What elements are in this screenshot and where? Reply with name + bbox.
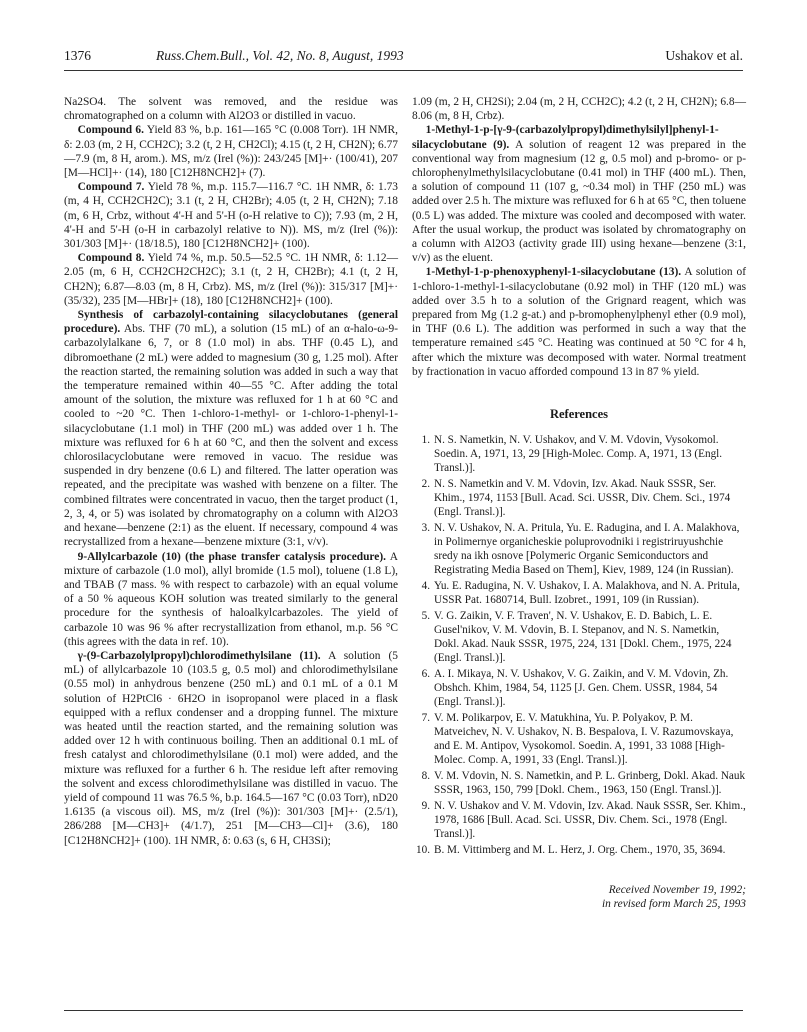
- right-column: [412, 95, 746, 911]
- revised-date: in revised form March 25, 1993: [601, 898, 746, 911]
- reference-item: 5. V. G. Zaikin, V. F. Traven', N. V. Ushakov, E. D. Babich, L. E. Gusel'nikov, V. M. Vdovin, B. I. Stepanov, and N. S. Nametkin, Dokl. Akad. Nauk SSSR, 1975, 224, 131 [Dokl. Chem., 1975, 224 (Engl. Transl.)].: [421, 610, 732, 665]
- reference-item: 2. N. S. Nametkin and V. M. Vdovin, Izv. Akad. Nauk SSSR, Ser. Khim., 1974, 1153 [Bull. Acad. Sci. USSR, Div. Chem. Sci., 1974 (Engl. Transl.)].: [421, 478, 731, 519]
- compound-13-heading: 1-Methyl-1-p-phenoxyphenyl-1-silacyclobutane (13).: [425, 266, 682, 279]
- allylcarbazole-heading: 9-Allylcarbazole (10) (the phase transfer catalysis procedure).: [77, 550, 386, 563]
- header-rule: [64, 70, 743, 71]
- footer-rule: [64, 1010, 743, 1011]
- running-header: [64, 48, 743, 68]
- allylcarbazole-paragraph: [64, 550, 398, 649]
- reference-item: 10. B. M. Vittimberg and M. L. Herz, J. Org. Chem., 1970, 35, 3694.: [416, 844, 726, 857]
- synthesis-text: Abs. THF (70 mL), a solution (15 mL) of an α-halo-ω-9-carbazolylalkane 6, 7, or 8 (1.0 mol) in abs. THF (0.45 L), and dibromoethane (2 mL) were added to magnesium (30 g, 1.25 mol). After the reaction started, the remaining solution was added in such a way that the temperature remained within 40—55 °C. After adding the total amount of the solution, the mixture was refluxed for 1 h at 60 °C and cooled to ~20 °C. Then 1-chloro-1-methyl- or 1-chloro-1-phenyl-1-silacyclobutane (1.1 mol) in THF (200 mL) was added over 1 h. The mixture was refluxed for 6 h at 60 °C, and then the solvent and excess chlorosilacyclobutane were removed in vacuo. The residue was suspended in dry benzene (0.6 L) and filtered. The latter operation was repeated, and the precipitate was washed with benzene on a filter. The combined filtrates were concentrated in vacuo, then the target product (1, 2, 3, 4, or 5) was isolated by chromatography on a column with Al2O3 and hexane—benzene (2:1) as the eluent. If necessary, compound 4 was recrystallized from a hexane—benzene mixture (3:1, v/v).: [64, 323, 398, 549]
- reference-item: 3. N. V. Ushakov, N. A. Pritula, Yu. E. Radugina, and I. A. Malakhova, in Polimernye organicheskie poluprovodniki i registriruyushchie sredy na ikh osnove [Polymeric Organic Semiconductors and Registrating Media Based on Them], Kiev, 1989, 124 (in Russian).: [421, 522, 740, 577]
- compound-9-text: A solution of reagent 12 was prepared in the conventional way from magnesium (12 g, 0.5 mol) and p-bromo- or p-chlorophenylmethylsilacyclobutane (0.41 mol) in THF (400 mL). Then, a solution of compound 11 (107 g, ~0.34 mol) in THF (250 mL) was added over 2.5 h. The mixture was refluxed for 6 h at 65 °C, then toluene (0.5 L) was added. The mixture was cooled and decomposed with water. After the usual workup, the product was isolated by chromatography on a column with Al2O3 (activity grade III) using hexane—benzene (3:1, v/v) as the eluent.: [412, 138, 747, 265]
- compound-7-text: Yield 78 %, m.p. 115.7—116.7 °C. 1H NMR, δ: 1.73 (m, 4 H, CCH2CH2C); 3.1 (t, 2 H, CH2Br); 4.05 (t, 2 H, CH2N); 7.18 (m, 6 H, Crbz, without 4'-H and 5'-H (o-H relative to C)); 7.93 (m, 2 H, 4'-H and 5'-H (o-H in carbazolyl relative to N)). MS, m/z (Irel (%)): 301/303 [M]+· (18/18.5), 180 [C12H8NCH2]+ (100).: [64, 181, 398, 251]
- reference-item: 9. N. V. Ushakov and V. M. Vdovin, Izv. Akad. Nauk SSSR, Ser. Khim., 1978, 1686 [Bull. Acad. Sci. USSR, Div. Chem. Sci., 1978 (Engl. Transl.)].: [421, 800, 746, 841]
- left-column: [64, 95, 398, 848]
- references-list: [412, 433, 746, 857]
- reference-item: 1. N. S. Nametkin, N. V. Ushakov, and V. M. Vdovin, Vysokomol. Soedin. A, 1971, 13, 29 [High-Molec. Comp. A, 1971, 13 (Engl. Transl.)].: [421, 434, 723, 475]
- compound-7-paragraph: [64, 180, 398, 251]
- silane-paragraph: [64, 649, 398, 848]
- silane-text: A solution (5 mL) of allylcarbazole 10 (103.5 g, 0.5 mol) and chlorodimethylsilane (0.55 mol) in anhydrous benzene (250 mL) and 0.1 mL of a 0.1 M solution of H2PtCl6 · 6H2O in isopropanol were placed in a flask equipped with a reflux condenser and a dropping funnel. The mixture was heated until the reaction started, and the remaining solution was added over 12 h with continuous boiling. Then an additional 0.1 mL of fresh catalyst and chlorodimethylsilane (0.1 mol) were added, and the mixture was refluxed for a further 6 h. The residue left after removing the solvent and excess chlorodimethylsilane was distilled in vacuo. The yield of compound 11 was 76.5 %, b.p. 164.5—167 °C (0.03 Torr), nD20 1.6135 (a viscous oil). MS, m/z (Irel (%)): 301/303 [M]+· (2.5/1), 286/288 [M—CH3]+ (4/1.7), 251 [M—CH3—Cl]+ (3.6), 180 [C12H8NCH2]+ (100). 1H NMR, δ: 0.63 (s, 6 H, CH3Si);: [64, 649, 398, 847]
- compound-6-text: Yield 83 %, b.p. 161—165 °C (0.008 Torr). 1H NMR, δ: 2.03 (m, 2 H, CCH2C); 3.2 (t, 2 H, CH2Cl); 4.15 (t, 2 H, CH2N); 6.77—7.9 (m, 8 H, arom.). MS, m/z (Irel (%)): 243/245 [M]+· (100/41), 207 [M—HCl]+· (14), 180 [C12H8NCH2]+ (7).: [64, 124, 398, 180]
- received-dates: [412, 883, 746, 911]
- compound-9-paragraph: [412, 123, 746, 265]
- reference-item: 4. Yu. E. Radugina, N. V. Ushakov, I. A. Malakhova, and N. A. Pritula, USSR Pat. 1680714, Bull. Izobret., 1991, 109 (in Russian).: [421, 580, 740, 607]
- synthesis-paragraph: [64, 308, 398, 549]
- compound-6-heading: Compound 6.: [77, 124, 144, 137]
- journal-citation: Russ.Chem.Bull., Vol. 42, No. 8, August, 1993: [156, 48, 404, 63]
- reference-item: 6. A. I. Mikaya, N. V. Ushakov, V. G. Zaikin, and V. M. Vdovin, Zh. Obshch. Khim, 1984, 54, 1125 [J. Gen. Chem. USSR, 1984, 54 (Engl. Transl.)].: [421, 668, 729, 709]
- compound-8-text: Yield 74 %, m.p. 50.5—52.5 °C. 1H NMR, δ: 1.12—2.05 (m, 6 H, CCH2CH2CH2C); 3.1 (t, 2 H, CH2Br); 4.1 (t, 2 H, CH2N); 6.87—8.03 (m, 8 H, Crbz). MS, m/z (Irel (%)): 315/317 [M]+· (35/32), 235 [M—HBr]+ (18), 180 [C12H8NCH2]+ (100).: [64, 252, 398, 307]
- compound-8-heading: Compound 8.: [77, 252, 145, 265]
- references-heading: References: [549, 407, 609, 422]
- received-date: Received November 19, 1992;: [608, 884, 746, 897]
- compound-9-heading: 1-Methyl-1-p-[γ-9-(carbazolylpropyl)dimethylsilyl]phenyl-1-silacyclobutane (9).: [412, 124, 719, 151]
- allylcarbazole-text: A mixture of carbazole (1.0 mol), allyl bromide (1.5 mol), toluene (1.8 L), and TBAB (7 mass. % with respect to carbazole) with an equal volume of a 50 % aqueous KOH solution was treated similarly to the general procedure for the synthesis of haloalkylcarbazoles. The yield of carbazole 10 was 96 % after recrystallization from ethanol, m.p. 56 °C (this agrees with the data in ref. 10).: [64, 550, 398, 648]
- compound-8-paragraph: [64, 251, 398, 308]
- continued-paragraph: 1.09 (m, 2 H, CH2Si); 2.04 (m, 2 H, CCH2C); 4.2 (t, 2 H, CH2N); 6.8—8.06 (m, 8 H, Crbz).: [412, 96, 746, 123]
- paragraph-workup: Na2SO4. The solvent was removed, and the residue was chromatographed on a column with Al2O3 or distilled in vacuo.: [64, 96, 398, 123]
- silane-heading: γ-(9-Carbazolylpropyl)chlorodimethylsilane (11).: [77, 649, 321, 662]
- reference-item: 7. V. M. Polikarpov, E. V. Matukhina, Yu. P. Polyakov, P. M. Matveichev, N. V. Ushakov, N. B. Bespalova, I. V. Razumovskaya, and E. M. Antipov, Vysokomol. Soedin. A, 1991, 33 1088 [High-Molec. Comp. A, 1991, 33 (Engl. Transl.)].: [421, 712, 734, 767]
- running-authors: Ushakov et al.: [665, 48, 743, 63]
- compound-7-heading: Compound 7.: [77, 181, 145, 194]
- compound-13-paragraph: [412, 265, 746, 379]
- synthesis-heading: Synthesis of carbazolyl-containing silacyclobutanes (general procedure).: [64, 309, 398, 336]
- compound-13-text: A solution of 1-chloro-1-methyl-1-silacyclobutane (0.92 mol) in THF (120 mL) was added over 3.5 h to a solution of the Grignard reagent, which was prepared from Mg (1.2 g-at.) and p-bromophenylphenyl ether (0.9 mol), in THF (0.6 L). The addition was performed in such a way that the temperature remained ≤45 °C. Heating was continued at 50 °C for 4 h, after which the mixture was decomposed with water. Normal treatment by fractionation in vacuo afforded compound 13 in 87 % yield.: [412, 266, 746, 378]
- page-number: 1376: [64, 48, 91, 63]
- reference-item: 8. V. M. Vdovin, N. S. Nametkin, and P. L. Grinberg, Dokl. Akad. Nauk SSSR, 1963, 150, 799 [Dokl. Chem., 1963, 150 (Engl. Transl.)].: [421, 770, 746, 797]
- compound-6-paragraph: [64, 123, 398, 180]
